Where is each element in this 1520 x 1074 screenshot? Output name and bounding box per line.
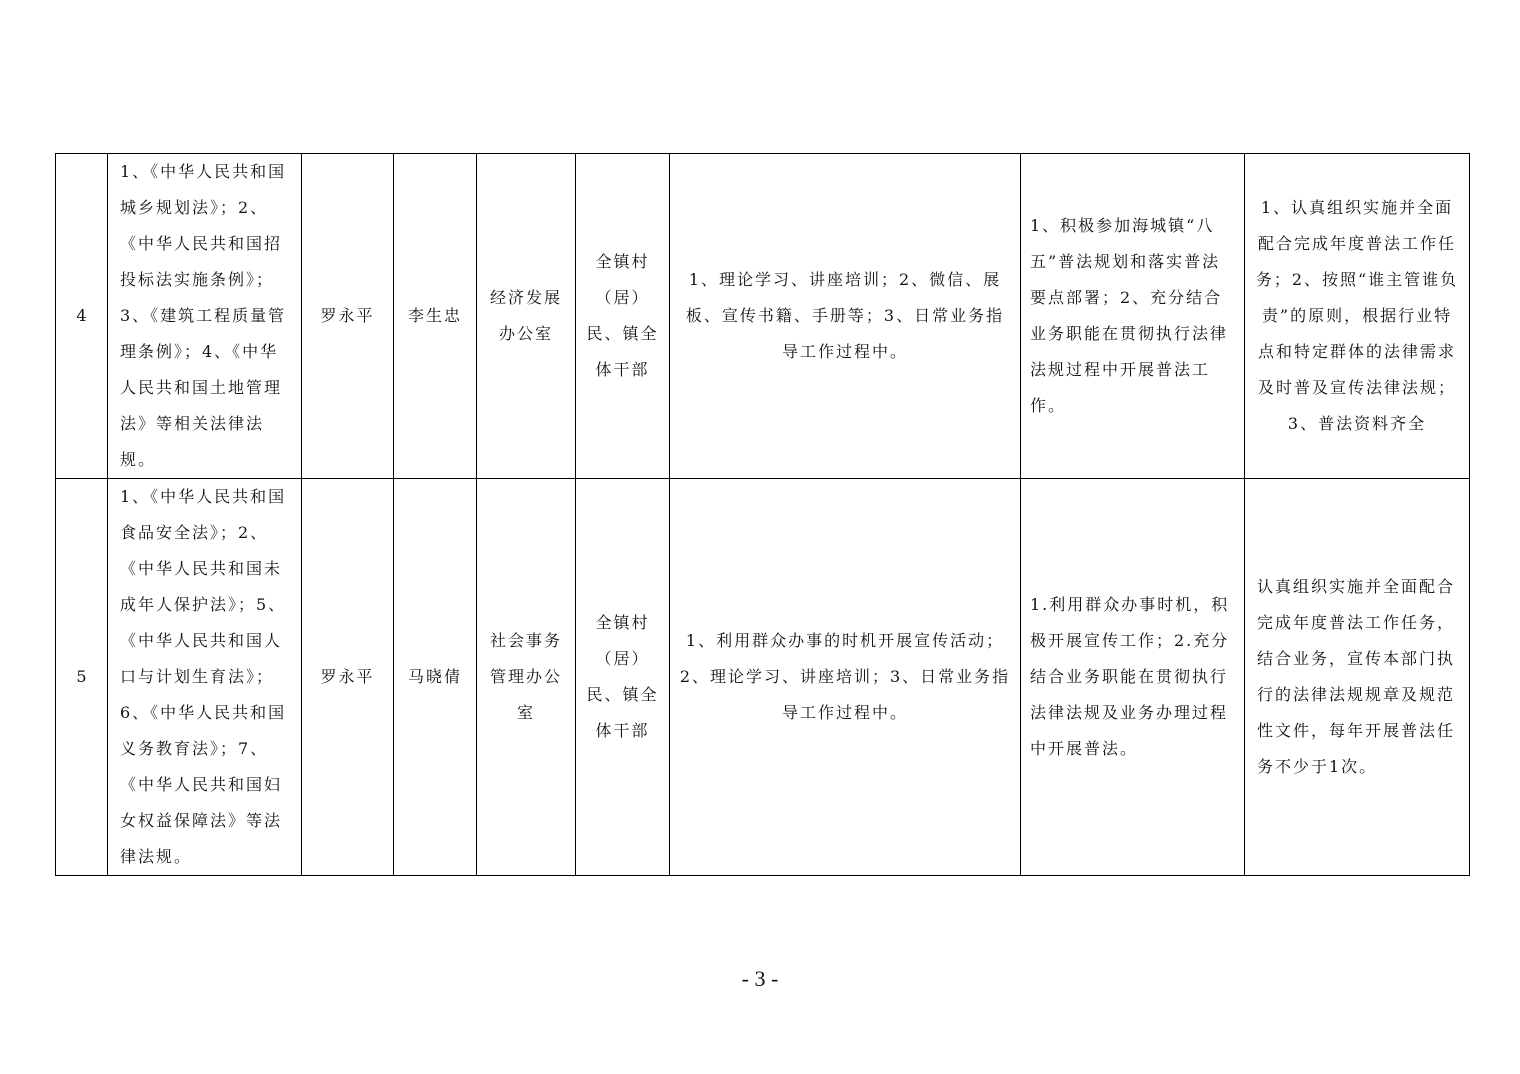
department-text: 社会事务管理办公室 [489,631,562,722]
form-cell [670,154,1021,479]
measures-cell [1021,479,1245,876]
department-cell [477,154,576,479]
form-text: 1、利用群众办事的时机开展宣传活动；2、理论学习、讲座培训；3、日常业务指导工作过程中。 [679,631,1011,722]
measures-cell [1021,154,1245,479]
form-text: 1、理论学习、讲座培训；2、微信、展板、宣传书籍、手册等；3、日常业务指导工作过程中。 [685,270,1005,361]
requirements-cell [1245,154,1470,479]
form-cell [670,479,1021,876]
laws-text: 1、《中华人民共和国食品安全法》；2、《中华人民共和国未成年人保护法》；5、《中华人民共和国人口与计划生育法》；6、《中华人民共和国义务教育法》；7、《中华人民共和国妇女权益保障法》等法律法规。 [120,487,287,866]
audience-text: 全镇村（居）民、镇全体干部 [586,252,659,379]
department-cell [477,479,576,876]
department-text: 经济发展办公室 [489,288,562,343]
table-row [56,479,1470,876]
table-row [56,154,1470,479]
audience-cell [576,479,670,876]
leader-cell: 罗永平 [302,479,394,876]
work-table [55,153,1470,876]
page-number: - 3 - [741,966,779,991]
laws-cell [108,479,302,876]
measures-text: 1、积极参加海城镇“八五”普法规划和落实普法要点部署；2、充分结合业务职能在贯彻执行法律法规过程中开展普法工作。 [1030,216,1229,415]
measures-text: 1.利用群众办事时机，积极开展宣传工作；2.充分结合业务职能在贯彻执行法律法规及业务办理过程中开展普法。 [1030,595,1230,758]
row-number: 5 [56,479,108,876]
laws-text: 1、《中华人民共和国城乡规划法》；2、《中华人民共和国招投标法实施条例》；3、《建筑工程质量管理条例》；4、《中华人民共和国土地管理法》等相关法律法规。 [120,162,287,469]
requirements-text: 认真组织实施并全面配合完成年度普法工作任务，结合业务，宣传本部门执行的法律法规规章及规范性文件，每年开展普法任务不少于1次。 [1257,577,1456,776]
audience-cell [576,154,670,479]
requirements-text: 1、认真组织实施并全面配合完成年度普法工作任务；2、按照“谁主管谁负责”的原则，根据行业特点和特定群体的法律需求及时普及宣传法律法规；3、普法资料齐全 [1255,198,1459,433]
responsible-person-cell: 马晓倩 [394,479,477,876]
audience-text: 全镇村（居）民、镇全体干部 [586,613,659,740]
requirements-cell [1245,479,1470,876]
leader-cell: 罗永平 [302,154,394,479]
laws-cell [108,154,302,479]
row-number: 4 [56,154,108,479]
responsible-person-cell: 李生忠 [394,154,477,479]
